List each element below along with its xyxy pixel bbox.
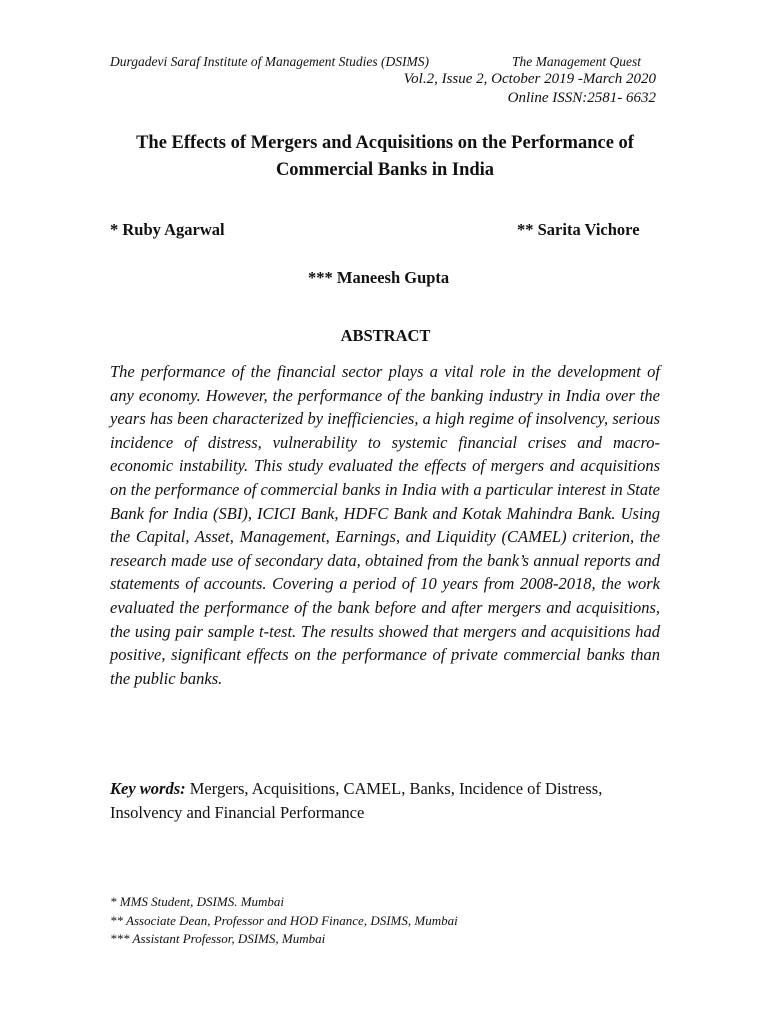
keywords-text: Mergers, Acquisitions, CAMEL, Banks, Incidence of Distress, Insolvency and Financial Performance [110,779,603,822]
footnote-1: * MMS Student, DSIMS. Mumbai [110,894,285,909]
keywords-label: Key words: [110,779,186,798]
abstract-heading: ABSTRACT [340,326,431,345]
footnotes [110,893,458,949]
author-2: ** Sarita Vichore [517,220,640,239]
header-issn: Online ISSN:2581- 6632 [507,90,656,106]
header-volume: Vol.2, Issue 2, October 2019 -March 2020 [403,71,656,87]
author-3: *** Maneesh Gupta [308,268,450,287]
footnote-3: *** Assistant Professor, DSIMS, Mumbai [110,931,326,946]
paper-title: The Effects of Mergers and Acquisitions on the Performance of Commercial Banks in India [136,133,634,180]
footnote-2: ** Associate Dean, Professor and HOD Finance, DSIMS, Mumbai [110,912,458,928]
keywords [110,777,665,824]
author-1: * Ruby Agarwal [110,220,225,239]
abstract-body: The performance of the financial sector plays a vital role in the development of any economy. However, the performance of the banking industry in India over the years has been characterized by inefficiencies, a high regime of insolvency, serious incidence of distress, vulnerability to systemic financial crises and macro-economic instability. This study evaluated the effects of mergers and acquisitions on the performance of commercial banks in India with a particular interest in State Bank for India (SBI), ICICI Bank, HDFC Bank and Kotak Mahindra Bank. Using the Capital, Asset, Management, Earnings, and Liquidity (CAMEL) criterion, the research made use of secondary data, obtained from the bank’s annual reports and statements of accounts. Covering a period of 10 years from 2008-2018, the work evaluated the performance of the bank before and after mergers and acquisitions, the using pair sample t-test. The results showed that mergers and acquisitions had positive, significant effects on the performance of private commercial banks than the public banks. [110,362,660,688]
header-institute: Durgadevi Saraf Institute of Management Studies (DSIMS) [110,54,429,69]
header-journal: The Management Quest [512,54,641,69]
